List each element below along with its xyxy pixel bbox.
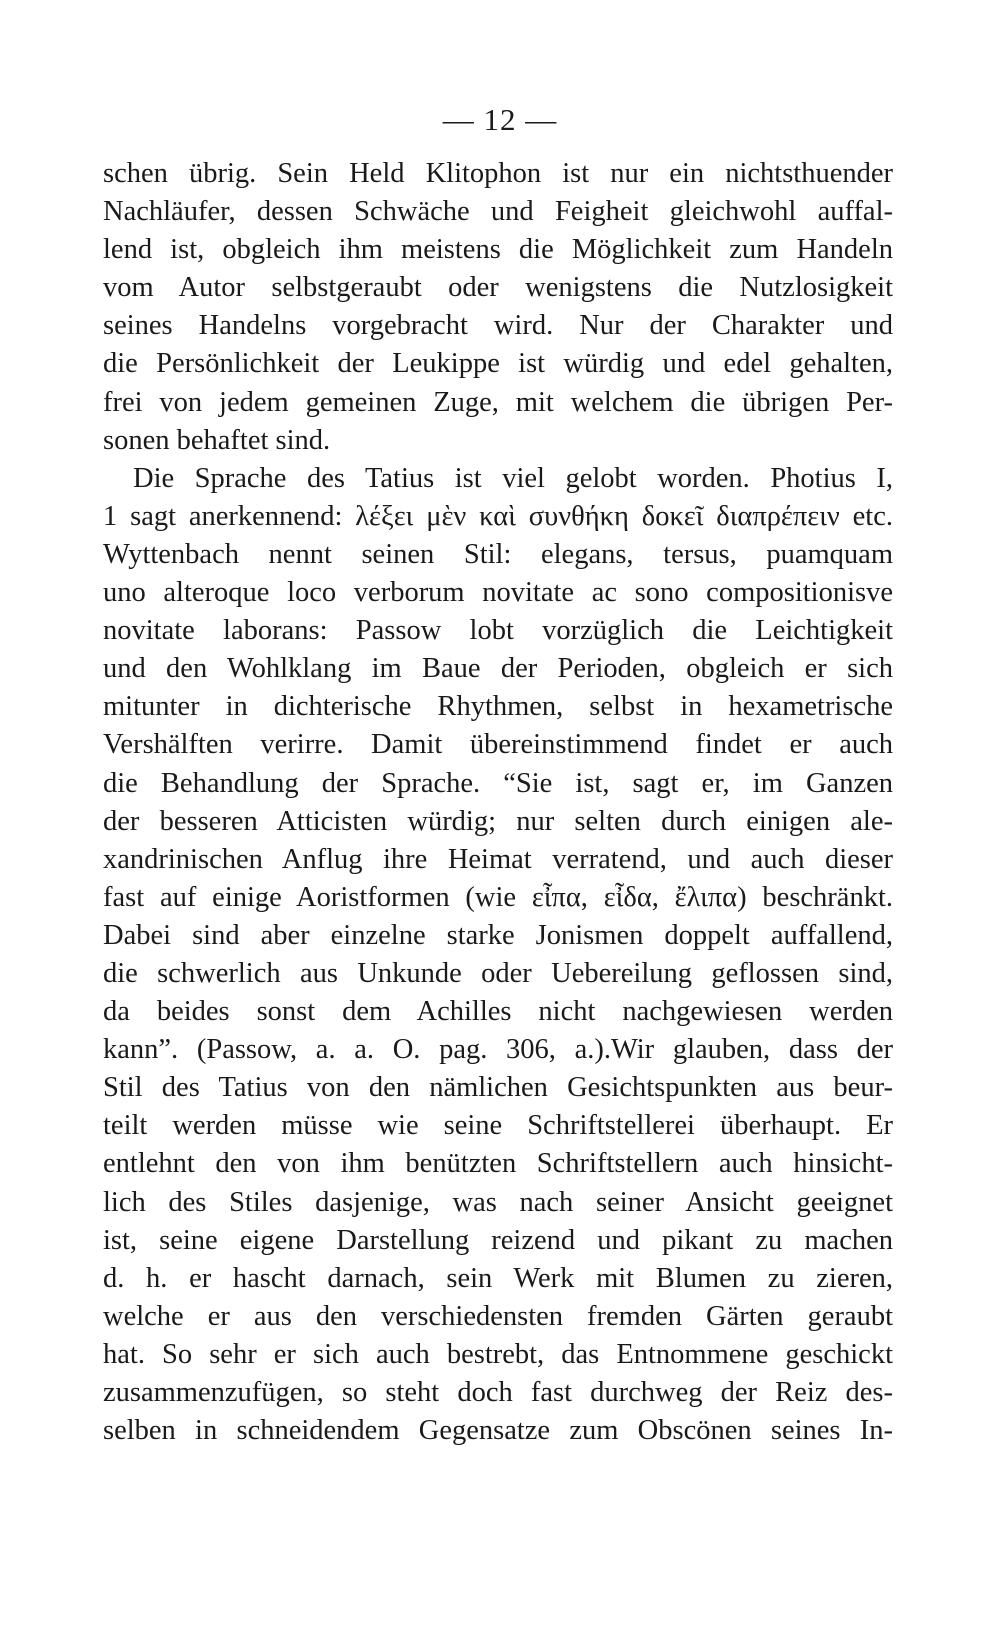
- text-line: novitate laborans: Passow lobt vorzüglich die Leichtigkeit: [103, 615, 893, 647]
- text-line: kann”. (Passow, a. a. O. pag. 306, a.).Wir glauben, dass der: [103, 1034, 893, 1066]
- text-line: vom Autor selbstgeraubt oder wenigstens die Nutzlosigkeit: [103, 272, 893, 304]
- text-line: Nachläufer, dessen Schwäche und Feigheit gleichwohl auffal-: [103, 196, 893, 228]
- text-line: lich des Stiles dasjenige, was nach seiner Ansicht geeignet: [103, 1186, 893, 1218]
- body-text: [103, 155, 893, 1450]
- text-line: mitunter in dichterische Rhythmen, selbst in hexametrische: [103, 691, 893, 723]
- text-line: sonen behaftet sind.: [103, 424, 331, 456]
- text-line: der besseren Atticisten würdig; nur selten durch einigen ale-: [103, 805, 893, 837]
- text-line: Wyttenbach nennt seinen Stil: elegans, tersus, puamquam: [103, 538, 893, 570]
- text-line: uno alteroque loco verborum novitate ac sono compositionisve: [103, 577, 893, 609]
- text-line: selben in schneidendem Gegensatze zum Obscönen seines In-: [103, 1415, 893, 1447]
- text-line: die Behandlung der Sprache. “Sie ist, sagt er, im Ganzen: [103, 767, 893, 799]
- page-number: — 12 —: [442, 102, 558, 137]
- text-line: xandrinischen Anflug ihre Heimat verratend, und auch dieser: [103, 843, 893, 875]
- text-line: frei von jedem gemeinen Zuge, mit welchem die übrigen Per-: [103, 386, 893, 418]
- text-line: Dabei sind aber einzelne starke Jonismen doppelt auffallend,: [103, 919, 893, 951]
- text-line: seines Handelns vorgebracht wird. Nur der Charakter und: [103, 310, 893, 342]
- text-line: Vershälften verirre. Damit übereinstimmend findet er auch: [103, 729, 893, 761]
- text-line: Stil des Tatius von den nämlichen Gesichtspunkten aus beur-: [103, 1072, 893, 1104]
- text-line: 1 sagt anerkennend: λέξει μὲν καὶ συνθήκη δοκεῖ διαπρέπειν etc.: [103, 500, 893, 532]
- text-line: entlehnt den von ihm benützten Schriftstellern auch hinsicht-: [103, 1148, 893, 1180]
- text-line: lend ist, obgleich ihm meistens die Möglichkeit zum Handeln: [103, 234, 893, 266]
- text-line: ist, seine eigene Darstellung reizend und pikant zu machen: [103, 1224, 893, 1256]
- text-line: teilt werden müsse wie seine Schriftstellerei überhaupt. Er: [103, 1110, 893, 1142]
- text-line: hat. So sehr er sich auch bestrebt, das Entnommene geschickt: [103, 1338, 893, 1370]
- text-line: zusammenzufügen, so steht doch fast durchweg der Reiz des-: [103, 1377, 893, 1408]
- text-line: fast auf einige Aoristformen (wie εἶπα, εἶδα, ἔλιπα) beschränkt.: [103, 881, 893, 913]
- text-line: Die Sprache des Tatius ist viel gelobt worden. Photius I,: [133, 462, 893, 494]
- text-line: d. h. er hascht darnach, sein Werk mit Blumen zu zieren,: [103, 1262, 893, 1294]
- text-line: und den Wohlklang im Baue der Perioden, obgleich er sich: [103, 653, 893, 685]
- text-line: da beides sonst dem Achilles nicht nachgewiesen werden: [103, 996, 893, 1028]
- text-line: welche er aus den verschiedensten fremden Gärten geraubt: [103, 1300, 893, 1332]
- text-line: die schwerlich aus Unkunde oder Uebereilung geflossen sind,: [103, 957, 893, 989]
- text-line: schen übrig. Sein Held Klitophon ist nur ein nichtsthuender: [103, 158, 893, 189]
- text-line: die Persönlichkeit der Leukippe ist würdig und edel gehalten,: [103, 348, 893, 380]
